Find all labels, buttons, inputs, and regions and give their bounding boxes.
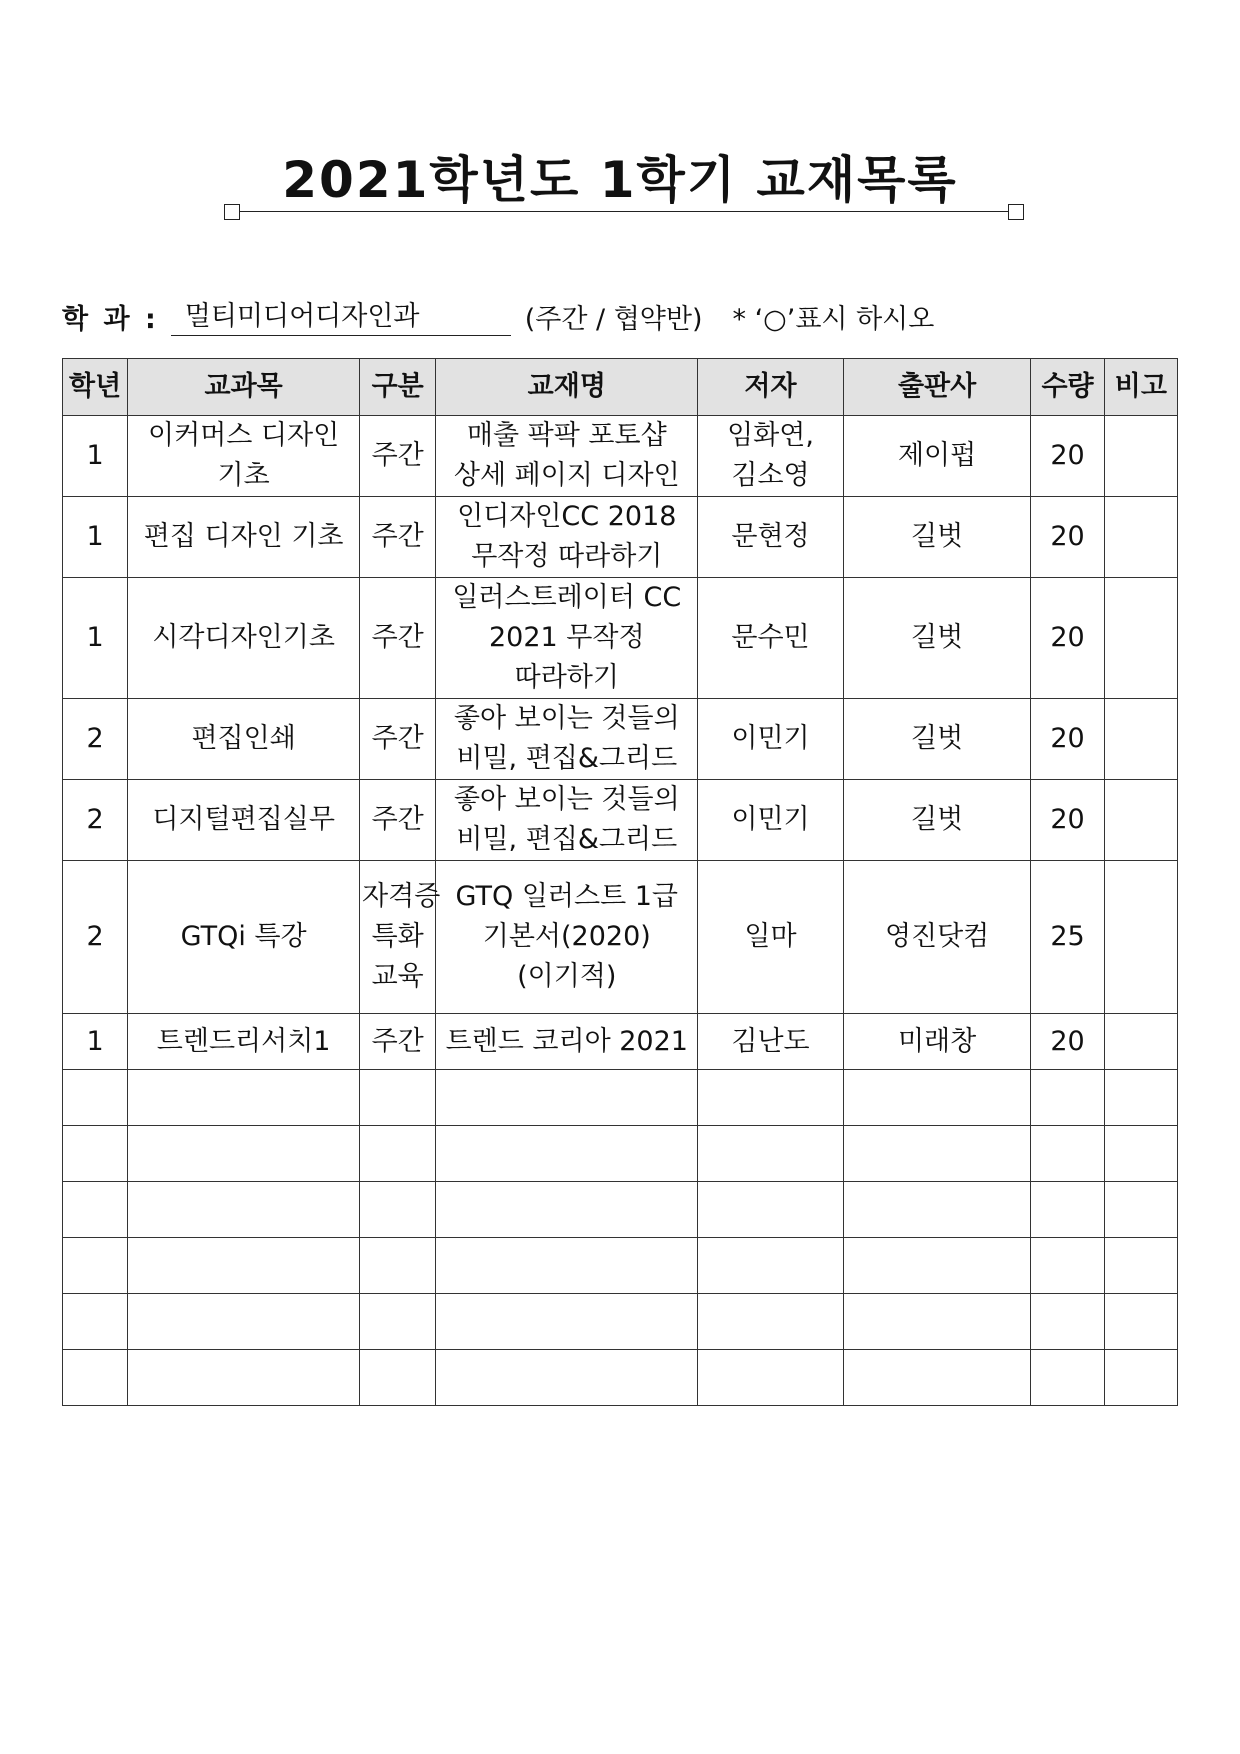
cell-qty: 20 <box>1031 578 1104 699</box>
cell-note <box>1104 497 1177 578</box>
cell-subject: 이커머스 디자인 기초 <box>128 416 360 497</box>
header-qty: 수량 <box>1031 359 1104 416</box>
cell-note <box>1104 699 1177 780</box>
cell-subject: 편집 디자인 기초 <box>128 497 360 578</box>
cell-publisher: 길벗 <box>843 497 1031 578</box>
title-underline-left-handle <box>224 204 240 220</box>
cell-author: 임화연, 김소영 <box>698 416 844 497</box>
cell-qty: 20 <box>1031 416 1104 497</box>
cell-note <box>1104 416 1177 497</box>
table-row <box>63 1014 1178 1070</box>
cell-note <box>1104 780 1177 861</box>
cell-type: 주간 <box>360 1014 436 1070</box>
header-grade: 학년 <box>63 359 128 416</box>
cell-subject: GTQi 특강 <box>128 861 360 1014</box>
cell-author: 문현정 <box>698 497 844 578</box>
department-note: * ‘○’표시 하시오 <box>732 304 935 335</box>
cell-book: GTQ 일러스트 1급 기본서(2020)(이기적) <box>436 861 698 1014</box>
cell-qty: 20 <box>1031 780 1104 861</box>
empty-row <box>63 1238 1178 1294</box>
cell-qty: 20 <box>1031 1014 1104 1070</box>
empty-row <box>63 1126 1178 1182</box>
header-type: 구분 <box>360 359 436 416</box>
cell-publisher: 길벗 <box>843 780 1031 861</box>
cell-book: 좋아 보이는 것들의 비밀, 편집&그리드 <box>436 699 698 780</box>
cell-note <box>1104 861 1177 1014</box>
cell-author: 이민기 <box>698 780 844 861</box>
cell-publisher: 미래창 <box>843 1014 1031 1070</box>
cell-qty: 20 <box>1031 497 1104 578</box>
header-subject: 교과목 <box>128 359 360 416</box>
cell-type: 주간 <box>360 578 436 699</box>
cell-grade: 1 <box>63 1014 128 1070</box>
cell-book: 좋아 보이는 것들의 비밀, 편집&그리드 <box>436 780 698 861</box>
textbook-table <box>62 358 1178 1406</box>
cell-publisher: 길벗 <box>843 578 1031 699</box>
cell-book: 매출 팍팍 포토샵 상세 페이지 디자인 <box>436 416 698 497</box>
cell-grade: 2 <box>63 699 128 780</box>
cell-author: 일마 <box>698 861 844 1014</box>
table-row <box>63 578 1178 699</box>
cell-book: 인디자인CC 2018 무작정 따라하기 <box>436 497 698 578</box>
cell-grade: 1 <box>63 416 128 497</box>
cell-publisher: 길벗 <box>843 699 1031 780</box>
cell-book: 일러스트레이터 CC 2021 무작정 따라하기 <box>436 578 698 699</box>
empty-row <box>63 1182 1178 1238</box>
cell-qty: 25 <box>1031 861 1104 1014</box>
cell-type: 자격증 특화 교육 <box>360 861 436 1014</box>
cell-type: 주간 <box>360 416 436 497</box>
table-header-row <box>63 359 1178 416</box>
cell-publisher: 제이펍 <box>843 416 1031 497</box>
cell-book: 트렌드 코리아 2021 <box>436 1014 698 1070</box>
cell-subject: 편집인쇄 <box>128 699 360 780</box>
table-row <box>63 861 1178 1014</box>
title-underline-right-handle <box>1008 204 1024 220</box>
department-label: 학 과 : <box>62 304 159 335</box>
cell-note <box>1104 1014 1177 1070</box>
page-title: 2021학년도 1학기 교재목록 <box>282 151 958 209</box>
cell-publisher: 영진닷컴 <box>843 861 1031 1014</box>
cell-type: 주간 <box>360 780 436 861</box>
cell-author: 김난도 <box>698 1014 844 1070</box>
header-publisher: 출판사 <box>843 359 1031 416</box>
cell-type: 주간 <box>360 699 436 780</box>
cell-note <box>1104 578 1177 699</box>
empty-row <box>63 1350 1178 1406</box>
header-note: 비고 <box>1104 359 1177 416</box>
empty-row <box>63 1294 1178 1350</box>
cell-subject: 디지털편집실무 <box>128 780 360 861</box>
cell-grade: 1 <box>63 497 128 578</box>
department-line <box>62 296 934 336</box>
cell-author: 문수민 <box>698 578 844 699</box>
table-row <box>63 699 1178 780</box>
header-author: 저자 <box>698 359 844 416</box>
empty-row <box>63 1070 1178 1126</box>
table-row <box>63 497 1178 578</box>
table-row <box>63 416 1178 497</box>
cell-subject: 시각디자인기초 <box>128 578 360 699</box>
cell-subject: 트렌드리서치1 <box>128 1014 360 1070</box>
department-value: 멀티미디어디자인과 <box>171 294 511 336</box>
table-row <box>63 780 1178 861</box>
cell-qty: 20 <box>1031 699 1104 780</box>
cell-grade: 1 <box>63 578 128 699</box>
title-underline <box>232 211 1014 212</box>
header-book: 교재명 <box>436 359 698 416</box>
cell-author: 이민기 <box>698 699 844 780</box>
cell-grade: 2 <box>63 861 128 1014</box>
cell-type: 주간 <box>360 497 436 578</box>
department-option: (주간 / 협약반) <box>524 304 703 335</box>
cell-grade: 2 <box>63 780 128 861</box>
